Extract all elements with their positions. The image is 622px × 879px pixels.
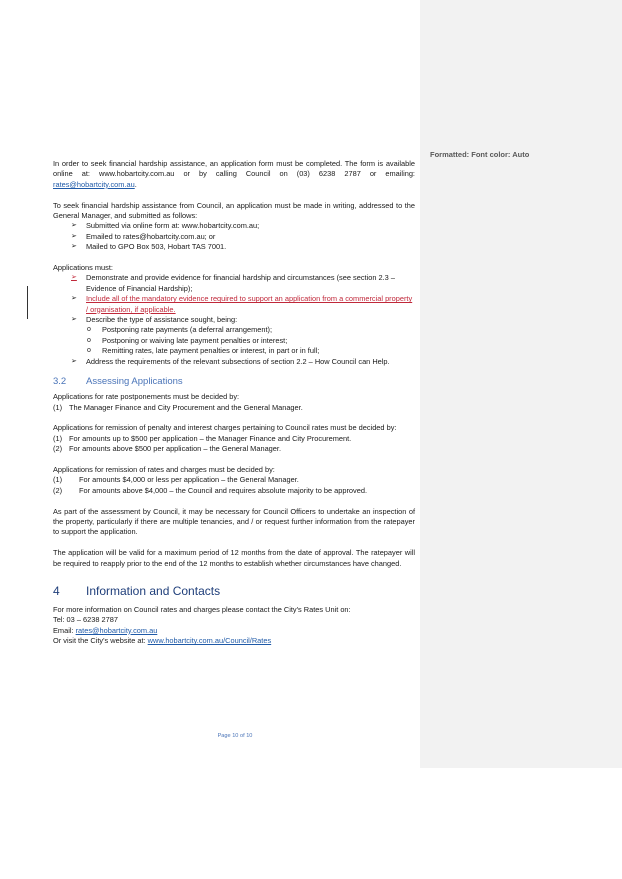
page-footer: Page 10 of 10: [217, 733, 253, 739]
contacts-email: Email: rates@hobartcity.com.au: [53, 625, 158, 635]
numbered-item: (1) The Manager Finance and City Procurement and the General Manager.: [53, 402, 303, 412]
section-heading-4: 4 Information and Contacts: [53, 583, 221, 598]
section-heading-3-2: 3.2 Assessing Applications: [53, 376, 183, 388]
list-item: ➢ Describe the type of assistance sought, being:: [71, 315, 238, 325]
list-item-inserted: ➢ Include all of the mandatory evidence required to support an application from a commercial property / organisation, if applicable.: [71, 294, 413, 314]
list-item: ➢ Mailed to GPO Box 503, Hobart TAS 7001.: [71, 242, 227, 252]
website-link[interactable]: www.hobartcity.com.au/Council/Rates: [147, 636, 272, 646]
assessment-paragraph: As part of the assessment by Council, it may be necessary for Council Officers to undertake an inspection of the property, particularly if there are multiple tenancies, and / or request further information from the ratepayer to support the application.: [53, 506, 415, 537]
postponement-intro: Applications for rate postponements must be decided by:: [53, 392, 240, 402]
applications-must-heading: Applications must:: [53, 263, 113, 273]
list-item: ➢ Submitted via online form at: www.hobartcity.com.au;: [71, 221, 260, 231]
arrow-bullet-icon: ➢: [71, 316, 77, 324]
arrow-bullet-icon: ➢: [71, 295, 77, 303]
email-link[interactable]: rates@hobartcity.com.au: [53, 179, 135, 189]
list-item: ➢ Demonstrate and provide evidence for financial hardship and circumstances (see section 2.3 – Evidence of Financial Hardship);: [71, 273, 395, 293]
sub-list-item: o Remitting rates, late payment penalties or interest, in part or in full;: [87, 346, 320, 356]
markup-comment: Formatted: Font color: Auto: [430, 150, 530, 159]
arrow-bullet-icon: ➢: [71, 274, 77, 282]
circle-bullet-icon: o: [87, 347, 91, 355]
contacts-intro: For more information on Council rates and charges please contact the City's Rates Unit on:: [53, 604, 351, 614]
contacts-web: Or visit the City's website at: www.hobartcity.com.au/Council/Rates: [53, 636, 272, 646]
remission-rates-intro: Applications for remission of rates and charges must be decided by:: [53, 464, 275, 474]
contacts-email-link[interactable]: rates@hobartcity.com.au: [75, 625, 158, 635]
contacts-tel: Tel: 03 – 6238 2787: [53, 615, 118, 625]
arrow-bullet-icon: ➢: [71, 243, 77, 251]
list-item: ➢ Emailed to rates@hobartcity.com.au; or: [71, 231, 216, 241]
validity-paragraph: The application will be valid for a maximum period of 12 months from the date of approval. The ratepayer will be required to reapply prior to the end of the 12 months to establish whether circumstances have changed.: [53, 548, 415, 568]
arrow-bullet-icon: ➢: [71, 357, 77, 365]
change-bar: [27, 286, 28, 319]
numbered-item: (1) For amounts up to $500 per application – the Manager Finance and City Procurement.: [53, 433, 352, 443]
list-item: ➢ Address the requirements of the relevant subsections of section 2.2 – How Council can Help.: [71, 356, 390, 366]
numbered-item: (2) For amounts above $500 per application – the General Manager.: [53, 444, 282, 454]
document-body: [53, 159, 415, 647]
intro-paragraph-2: To seek financial hardship assistance from Council, an application must be made in writing, addressed to the General Manager, and submitted as follows:: [53, 200, 415, 221]
circle-bullet-icon: o: [87, 336, 91, 344]
sub-list-item: o Postponing or waiving late payment penalties or interest;: [87, 335, 288, 345]
sub-list-item: o Postponing rate payments (a deferral arrangement);: [87, 325, 273, 335]
numbered-item: (2) For amounts above $4,000 – the Council and requires absolute majority to be approved.: [53, 485, 368, 495]
arrow-bullet-icon: ➢: [71, 222, 77, 230]
intro-paragraph-1: In order to seek financial hardship assistance, an application form must be completed. The form is available online at: www.hobartcity.com.au or by calling Council on (03) 6238 2787 or emailing: rates@hobartcity.com.au.: [53, 159, 415, 189]
arrow-bullet-icon: ➢: [71, 232, 77, 240]
circle-bullet-icon: o: [87, 326, 91, 334]
markup-pane: [420, 0, 622, 768]
remission-penalty-intro: Applications for remission of penalty and interest charges pertaining to Council rates must be decided by:: [53, 423, 397, 433]
numbered-item: (1) For amounts $4,000 or less per application – the General Manager.: [53, 475, 299, 485]
